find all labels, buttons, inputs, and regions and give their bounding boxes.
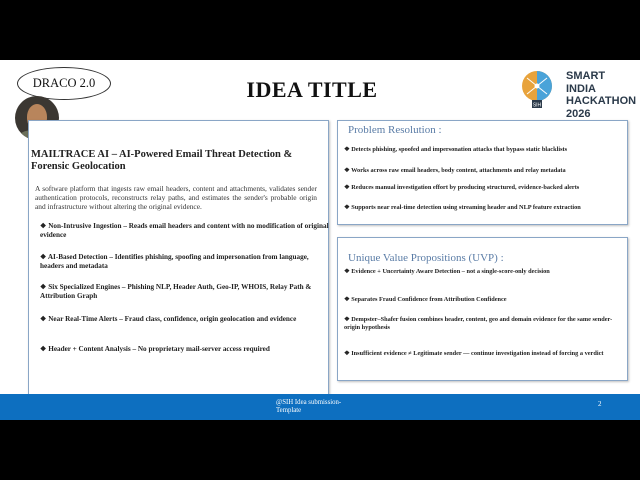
slide	[0, 60, 640, 420]
slide-title: IDEA TITLE	[246, 77, 378, 102]
problem-bullet: ❖ Supports near real-time detection using streaming header and NLP feature extraction	[344, 204, 581, 211]
solution-heading: MAILTRACE AI – AI-Powered Email Threat Detection & Forensic Geolocation	[31, 149, 293, 172]
footer-bar	[0, 394, 640, 420]
logo-line-1: SMART INDIA	[566, 70, 606, 95]
problem-bullet: ❖ Detects phishing, spoofed and impersonation attacks that bypass static blacklists	[344, 146, 568, 153]
team-name-badge: DRACO 2.0	[17, 67, 111, 100]
sih-logo	[514, 64, 637, 120]
problem-resolution-panel	[337, 120, 628, 225]
svg-text:SIH: SIH	[532, 102, 542, 109]
solution-bullet: ❖ Six Specialized Engines – Phishing NLP, Header Auth, Geo-IP, WHOIS, Relay Path & Attribution Graph	[40, 283, 312, 300]
footer-text	[276, 399, 341, 415]
uvp-bullet: ❖ Separates Fraud Confidence from Attribution Confidence	[344, 296, 507, 303]
solution-bullet: ❖ Near Real-Time Alerts – Fraud class, confidence, origin geolocation and evidence	[40, 315, 297, 323]
sih-logo-text	[566, 70, 636, 120]
solution-paragraph: A software platform that ingests raw email headers, content and attachments, validates sender authentication protocols, reconstructs relay paths, and estimates the sender's probable origin and infrastructure without altering the original evidence.	[35, 184, 317, 211]
problem-resolution-label: Problem Resolution :	[348, 124, 442, 136]
problem-bullet: ❖ Works across raw email headers, body content, attachments and relay metadata	[344, 167, 566, 174]
uvp-bullet: ❖ Evidence + Uncertainty Aware Detection – not a single-score-only decision	[344, 268, 550, 275]
footer-line-1: @SIH Idea submission-	[276, 399, 342, 406]
uvp-panel	[337, 237, 628, 381]
uvp-bullet: ❖ Dempster–Shafer fusion combines header, content, geo and domain evidence for the same sender-origin hypothesis	[344, 316, 613, 331]
footer-line-2: Template	[276, 407, 302, 414]
solution-panel	[28, 120, 329, 417]
brain-bulb-icon	[514, 66, 560, 112]
logo-line-2: HACKATHON	[566, 95, 637, 107]
problem-bullet: ❖ Reduces manual investigation effort by producing structured, evidence-backed alerts	[344, 184, 580, 191]
logo-line-3: 2026	[566, 107, 591, 120]
page-number: 2	[598, 400, 602, 408]
solution-bullet: ❖ Header + Content Analysis – No proprietary mail-server access required	[40, 345, 270, 353]
uvp-label: Unique Value Propositions (UVP) :	[348, 252, 504, 264]
solution-bullet: ❖ AI-Based Detection – Identifies phishing, spoofing and impersonation from language, headers and metadata	[40, 253, 309, 270]
solution-bullet: ❖ Non-Intrusive Ingestion – Reads email headers and content with no modification of original evidence	[40, 222, 329, 239]
uvp-bullet: ❖ Insufficient evidence ≠ Legitimate sender — continue investigation instead of forcing a verdict	[344, 350, 604, 357]
